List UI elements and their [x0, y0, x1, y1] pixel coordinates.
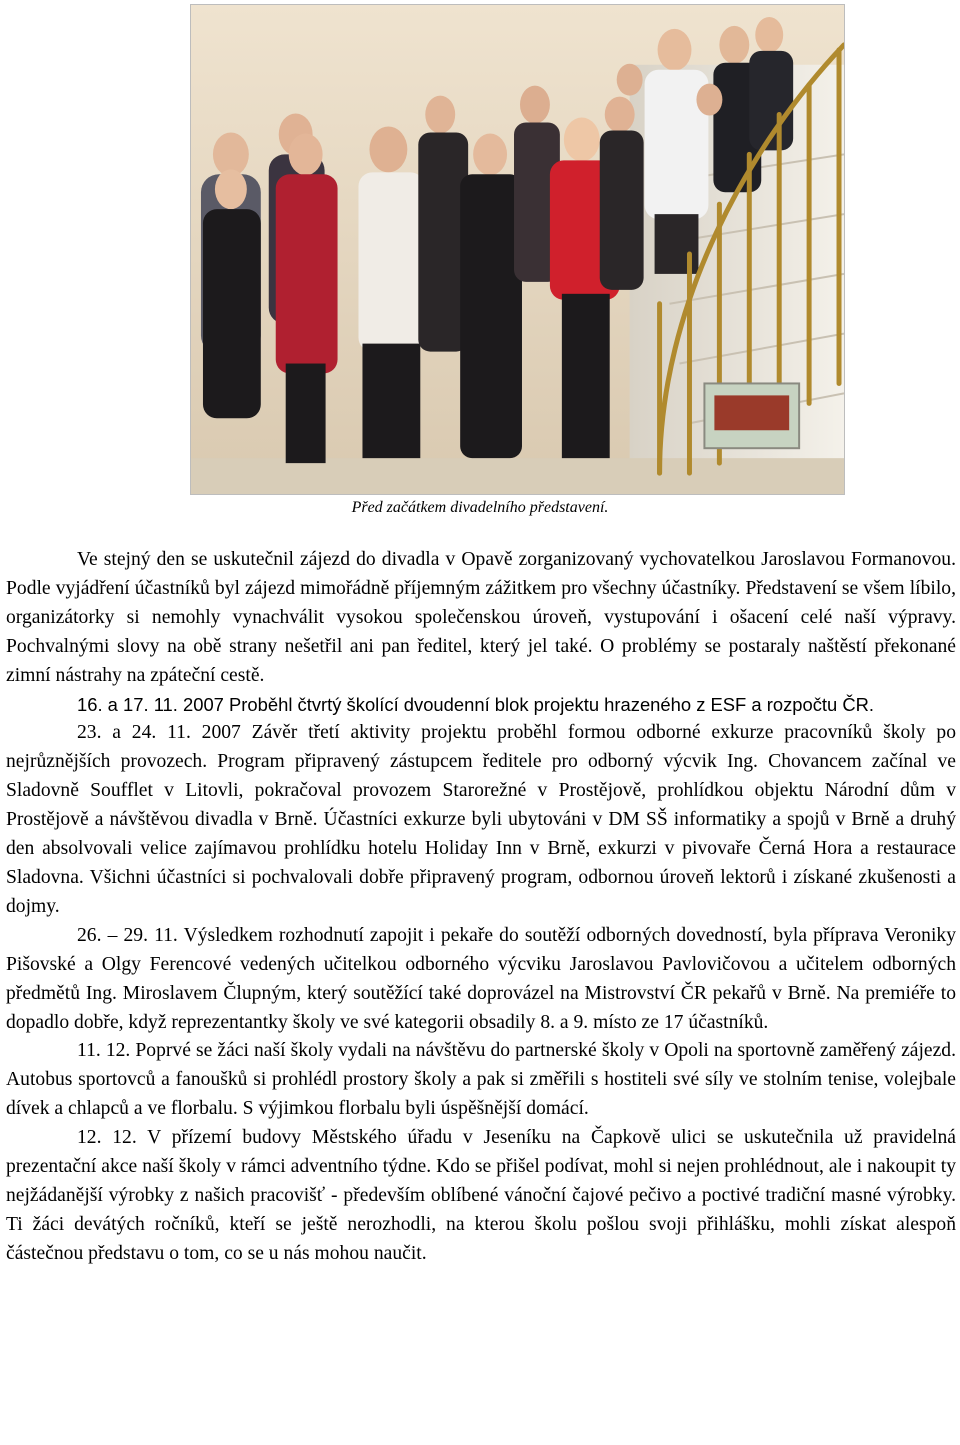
paragraph-bakers-competition: 26. – 29. 11. Výsledkem rozhodnutí zapojit i pekaře do soutěží odborných dovedností, byla příprava Veroniky Pišovské a Olgy Ferencové vedených učitelkou odborného výcviku Jaroslavou Pavlovičovou a učitelem odborných předmětů Ing. Miroslavem Člupným, který soutěžící také doprovázel na Mistrovství ČR pekařů v Brně. Na premiéře to dopadlo dobře, když reprezentantky školy ve své kategorii obsadily 8. a 9. místo ze 17 účastníků.: [6, 924, 956, 1033]
floor: [191, 458, 844, 494]
group-photo-illustration: [191, 5, 844, 494]
article-body: [6, 546, 956, 1269]
photo-caption: Před začátkem divadelního představení.: [351, 499, 609, 516]
paragraph-training-block: 16. a 17. 11. 2007 Proběhl čtvrtý školící dvoudenní blok projektu hrazeného z ESF a rozpočtu ČR.: [77, 693, 875, 715]
paragraph-opole-visit: 11. 12. Poprvé se žáci naší školy vydali na návštěvu do partnerské školy v Opoli na sportovně zaměřený zájezd. Autobus sportovců a fanoušků si prohlédl prostory školy a pak si změřili s hostiteli své síly ve stolním tenise, volejbale dívek a chlapců a ve florbalu. S výjimkou florbalu byli úspěšnější domácí.: [6, 1040, 956, 1120]
paragraph-excursion: 23. a 24. 11. 2007 Závěr třetí aktivity projektu proběhl formou odborné exkurze pracovníků školy po nejrůznějších provozech. Program připravený zástupcem ředitele pro odborný výcvik Ing. Chovancem začínal ve Sladovně Soufflet v Litovli, pokračoval provozem Starorežné v Prostějově, prohlídkou objektu Národní dům v Prostějově a návštěvou divadla v Brně. Účastníci exkurze byli ubytováni v DM SŠ informatiky a spojů v Brně a druhý den absolvovali velice zajímavou prohlídku hotelu Holiday Inn v Brně, exkurzi v pivovaře Černá Hora a restaurace Sladovna. Všichni účastníci si pochvalovali dobře připravený program, odbornou úroveň lektorů i získané zkušenosti a dojmy.: [6, 722, 956, 917]
paragraph-advent-presentation: 12. 12. V přízemí budovy Městského úřadu v Jeseníku na Čapkově ulici se uskutečnila už pravidelná prezentační akce naší školy v rámci adventního týdne. Kdo se přišel podívat, mohl si nejen prohlédnout, ale i nakoupit ty nejžádanější výrobky z našich pracovišť - především oblíbené vánoční čajové pečivo a poctivé tradiční masné výrobky. Ti žáci devátých ročníků, kteří se ještě nerozhodli, na kterou školu pošlou svoji přihlášku, mohli získat alespoň částečnou představu o tom, co se u nás mohou naučit.: [6, 1127, 956, 1264]
paragraph-theatre-trip: Ve stejný den se uskutečnil zájezd do divadla v Opavě zorganizovaný vychovatelkou Jaroslavou Formanovou. Podle vyjádření účastníků byl zájezd mimořádně příjemným zážitkem pro všechny účastníky. Představení se všem líbilo, organizátorky si nemohly vynachválit vysokou společenskou úroveň, vystupování i ošacení celé naší výpravy. Pochvalnými slovy na obě strany nešetřil ani pan ředitel, který jel také. O problémy se postaraly naštěstí překonané zimní nástrahy na zpáteční cestě.: [6, 549, 956, 686]
group-photo: [190, 4, 845, 495]
